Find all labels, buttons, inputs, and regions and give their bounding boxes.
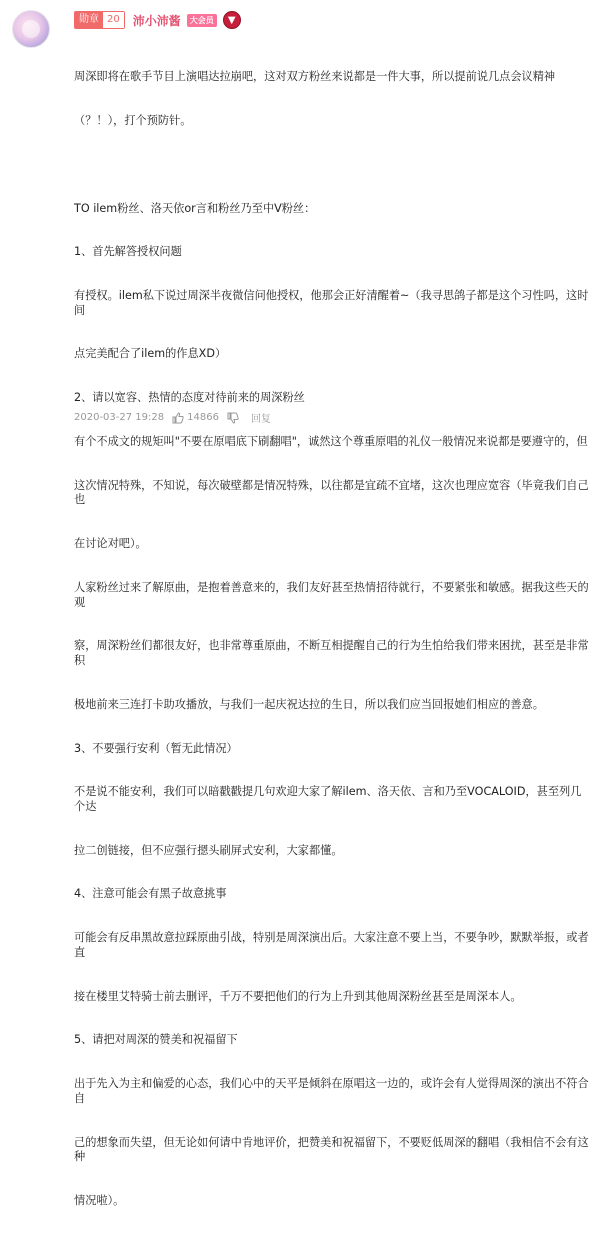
comment-line: 5、请把对周深的赞美和祝福留下	[74, 1033, 238, 1047]
comment-line: 察，周深粉丝们都很友好，也非常尊重原曲，不断互相提醒自己的行为生怕给我们带来困扰，甚至是非常积	[74, 639, 589, 667]
comment-line	[74, 158, 592, 173]
comment-footer	[74, 410, 279, 425]
comment-line: 情况啦）。	[74, 1193, 125, 1207]
comment-line: 在讨论对吧）。	[74, 537, 147, 551]
comment-body	[74, 41, 592, 1238]
comment-line: 接在楼里艾特骑士前去删评，千万不要把他们的行为上升到其他周深粉丝甚至是周深本人。	[74, 989, 522, 1003]
comment-line: 有个不成文的规矩叫"不要在原唱底下刷翻唱"，诚然这个尊重原唱的礼仪一般情况来说都是要遵守的，但	[74, 435, 588, 449]
timestamp: 2020-03-27 19:28	[74, 412, 165, 423]
comment-line: 出于先入为主和偏爱的心态，我们心中的天平是倾斜在原唱这一边的，或许会有人觉得周深的演出不符合自	[74, 1077, 589, 1105]
comment-line: 4、注意可能会有黑子故意挑事	[74, 887, 227, 901]
comment-line: TO ilem粉丝、洛天依or言和粉丝乃至中V粉丝：	[74, 201, 316, 215]
thumbs-down-icon[interactable]	[227, 412, 239, 424]
crest-icon: ▼	[223, 11, 241, 29]
vip-badge: 大会员	[187, 14, 217, 27]
reply-button[interactable]: 回复	[250, 414, 271, 425]
comment-line: （？！），打个预防针。	[74, 113, 192, 127]
comment-line: 不是说不能安利，我们可以暗戳戳提几句欢迎大家了解ilem、洛天依、言和乃至VOCALOID，甚至列几个达	[74, 785, 582, 813]
username[interactable]: 沛小沛酱	[132, 13, 181, 28]
comment-line: 己的想象而失望，但无论如何请中肯地评价，把赞美和祝福留下，不要贬低周深的翻唱（我相信不会有这种	[74, 1135, 589, 1164]
fan-badge[interactable]	[74, 11, 125, 29]
comment-line: 3、不要强行安利（暂无此情况）	[74, 741, 238, 755]
comment-line: 拉二创链接，但不应强行摁头刷屏式安利，大家都懂。	[74, 843, 343, 857]
comment-line: 极地前来三连打卡助攻播放，与我们一起庆祝达拉的生日，所以我们应当回报她们相应的善意。	[74, 697, 544, 711]
comment-line: 有授权。ilem私下说过周深半夜微信问他授权，他那会正好清醒着~（我寻思鸽子都是这个习性吗，这时间	[74, 289, 589, 317]
comment-line: 可能会有反串黑故意拉踩原曲引战，特别是周深演出后。大家注意不要上当，不要争吵，默默举报，或者直	[74, 931, 589, 959]
comment-line: 2、请以宽容、热情的态度对待前来的周深粉丝	[74, 391, 305, 405]
comment-line: 点完美配合了ilem的作息XD）	[74, 347, 227, 361]
avatar[interactable]	[12, 10, 50, 48]
like-count: 14866	[187, 412, 219, 423]
comment-line: 这次情况特殊，不知说，每次破壁都是情况特殊，以往都是宜疏不宜堵，这次也理应宽容（毕竟我们自己也	[74, 478, 589, 507]
comment-line: 1、首先解答授权问题	[74, 245, 182, 259]
thumbs-up-icon[interactable]	[172, 412, 184, 424]
comment-header	[74, 11, 241, 29]
comment-line: 周深即将在歌手节目上演唱达拉崩吧，这对双方粉丝来说都是一件大事，所以提前说几点会议精神	[74, 70, 556, 84]
fan-badge-name: 勋章	[75, 12, 103, 28]
fan-badge-level: 20	[103, 12, 124, 28]
comment-line: 人家粉丝过来了解原曲，是抱着善意来的，我们友好甚至热情招待就行，不要紧张和敏感。据我这些天的观	[74, 580, 589, 609]
